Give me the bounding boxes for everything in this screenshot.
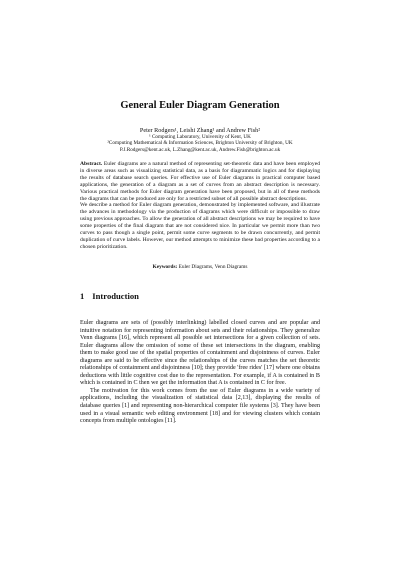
abstract [80, 161, 320, 251]
paper-title: General Euler Diagram Generation [120, 100, 280, 111]
affiliation-1: ¹ Computing Laboratory, University of Kent, UK [149, 134, 251, 141]
body-paragraph-2: The motivation for this work comes from the use of Euler diagrams in a wide variety of applications, including the visualization of statistical data [2,13], displaying the results of database queries [1] and representing non-hierarchical computer file systems [3]. They have been used in a visual semantic web editing environment [18] and for viewing clusters which contain concepts from multiple ontologies [11]. [80, 387, 320, 425]
section-number: 1 [80, 291, 85, 301]
section-heading [80, 291, 139, 301]
author-names: Peter Rodgers¹, Leishi Zhang¹ and Andrew Fish² [139, 127, 261, 134]
section-title: Introduction [92, 291, 139, 301]
abstract-paragraph-1 [80, 161, 320, 202]
abstract-paragraph-2: We describe a method for Euler diagram generation, demonstrated by implemented software, and illustrate the advances in methodology via the production of diagrams which were difficult or impossible to draw using previous approaches. To allow the generation of all abstract descriptions we may be required to have some properties of the final diagram that are not considered nice. In particular we permit more than two curves to pass though a single point, permit some curve segments to be drawn concurrently, and permit duplication of curve labels. However, our method attempts to minimize these bad properties according to a chosen prioritization. [80, 202, 320, 250]
author-block [80, 127, 320, 153]
author-emails: P.J.Rodgers@kent.ac.uk, L.Zhang@kent.ac.uk, Andrew.Fish@brighton.ac.uk [119, 146, 281, 153]
affiliation-2: ²Computing Mathematical & Information Sciences, Brighton University of Brighton, UK [107, 140, 293, 147]
body-text [80, 320, 320, 426]
body-paragraph-1: Euler diagrams are sets of (possibly interlinking) labelled closed curves and are popular and intuitive notation for representing information about sets and their relationships. They generalize Venn diagrams [16], which represent all possible set intersections for a given collection of sets. Euler diagrams allow the omission of some of these set intersections in the diagram, enabling them to make good use of the spatial properties of containment and disjointness of curves. Euler diagrams are said to be effective since the relationships of the curves matches the set theoretic relationships of containment and disjointness [10]; they provide 'free rides' [17] where one obtains deductions with little cognitive cost due to the representation. For example, if A is contained in B which is contained in C then we get the information that A is contained in C for free. [80, 320, 320, 387]
keywords-text: Euler Diagrams, Venn Diagrams [178, 264, 248, 270]
abstract-label: Abstract. [80, 161, 103, 167]
keywords [80, 264, 320, 270]
keywords-label: Keywords: [152, 264, 178, 270]
abstract-text-1: Euler diagrams are a natural method of representing set-theoretic data and have been employed in diverse areas such as visualizing statistical data, as a basis for diagrammatic logics and for displaying the results of database search queries. For effective use of Euler diagrams in practical computer based applications, the generation of a diagram as a set of curves from an abstract description is necessary. Various practical methods for Euler diagram generation have been proposed, but in all of these methods the diagrams that can be produced are only for a restricted subset of all possible abstract descriptions. [80, 161, 321, 202]
